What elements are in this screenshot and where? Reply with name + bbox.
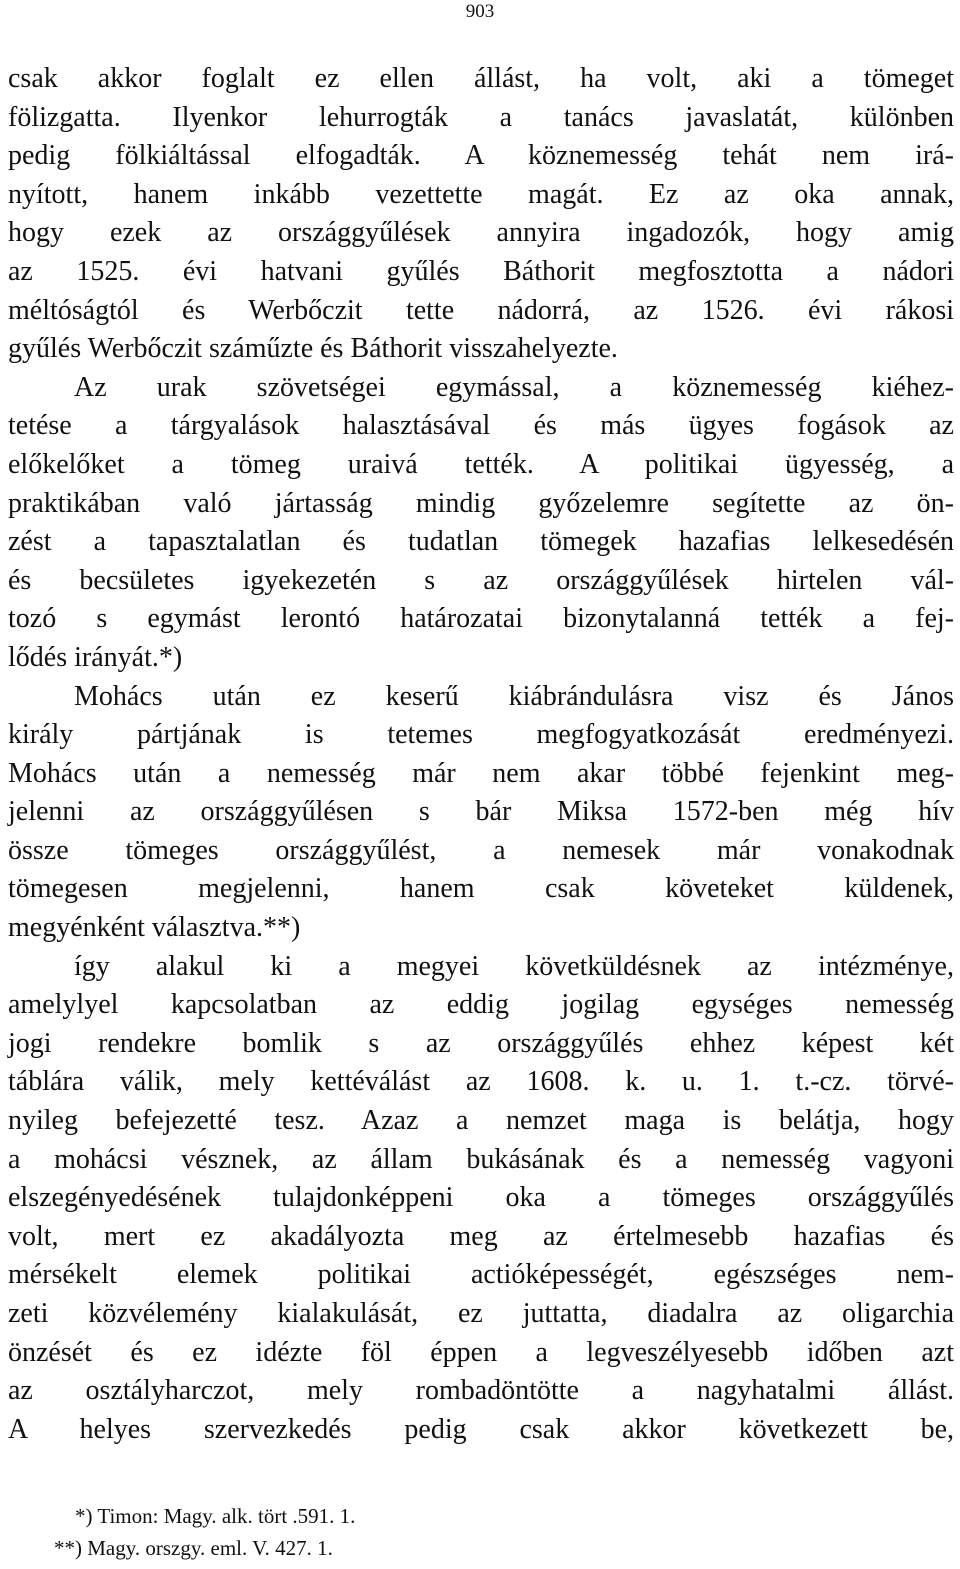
text-line: össze tömeges országgyűlést, a nemesek már vonakodnak	[8, 834, 954, 866]
text-line: Az urak szövetségei egymással, a köznemesség kiéhez-	[74, 371, 954, 403]
text-line: önzését és ez idézte föl éppen a legveszélyesebb időben azt	[8, 1336, 954, 1368]
page-number: 903	[465, 1, 495, 22]
footnote: **) Magy. orszgy. eml. V. 427. 1.	[54, 1536, 333, 1560]
text-line: volt, mert ez akadályozta meg az értelmesebb hazafias és	[8, 1220, 954, 1252]
text-line: pedig fölkiáltással elfogadták. A köznemesség tehát nem irá-	[8, 140, 954, 172]
text-line: tetése a tárgyalások halasztásával és más ügyes fogások az	[8, 410, 954, 442]
text-line: nyileg befejezetté tesz. Azaz a nemzet maga is belátja, hogy	[8, 1105, 954, 1137]
text-line: mérsékelt elemek politikai actióképességét, egészséges nem-	[8, 1259, 954, 1291]
text-line: jogi rendekre bomlik s az országgyűlés ehhez képest két	[8, 1027, 954, 1059]
body-text	[8, 60, 954, 1449]
text-line: tozó s egymást lerontó határozatai bizonytalanná tették a fej-	[8, 603, 954, 635]
text-line: az 1525. évi hatvani gyűlés Báthorit megfosztotta a nádori	[8, 255, 954, 287]
text-line: az osztályharczot, mely rombadöntötte a nagyhatalmi állást.	[8, 1375, 954, 1407]
text-line: lődés irányát.*)	[8, 641, 183, 673]
text-line: elszegényedésének tulajdonképpeni oka a tömeges országgyűlés	[8, 1182, 954, 1214]
text-line: praktikában való jártasság mindig győzelemre segítette az ön-	[8, 487, 954, 519]
text-line: méltóságtól és Werbőczit tette nádorrá, az 1526. évi rákosi	[8, 294, 954, 326]
text-line: tömegesen megjelenni, hanem csak követeket küldenek,	[8, 873, 954, 905]
text-line: zeti közvélemény kialakulását, ez juttatta, diadalra az oligarchia	[8, 1298, 954, 1329]
text-line: gyűlés Werbőczit száműzte és Báthorit visszahelyezte.	[8, 333, 618, 365]
text-line: Mohács után ez keserű kiábrándulásra visz és János	[74, 680, 954, 712]
text-line: hogy ezek az országgyűlések annyira ingadozók, hogy amig	[8, 217, 954, 249]
text-line: amelylyel kapcsolatban az eddig jogilag egységes nemesség	[8, 989, 954, 1021]
text-line: zést a tapasztalatlan és tudatlan tömegek hazafias lelkesedésén	[8, 526, 954, 558]
text-line: táblára válik, mely kettéválást az 1608. k. u. 1. t.-cz. törvé-	[8, 1066, 954, 1098]
text-line: így alakul ki a megyei követküldésnek az intézménye,	[74, 950, 954, 982]
text-line: előkelőket a tömeg uraivá tették. A politikai ügyesség, a	[8, 448, 954, 480]
text-line: fölizgatta. Ilyenkor lehurrogták a tanács javaslatát, különben	[8, 101, 954, 133]
footnote: *) Timon: Magy. alk. tört .591. 1.	[75, 1504, 356, 1528]
text-line: jelenni az országgyűlésen s bár Miksa 1572-ben még hív	[8, 796, 954, 828]
text-line: megyénként választva.**)	[8, 912, 301, 944]
text-line: A helyes szervezkedés pedig csak akkor következett be,	[8, 1413, 954, 1445]
text-line: a mohácsi vésznek, az állam bukásának és a nemesség vagyoni	[8, 1143, 954, 1175]
footnotes	[0, 1500, 960, 1564]
text-line: nyított, hanem inkább vezettette magát. Ez az oka annak,	[8, 178, 954, 210]
text-line: csak akkor foglalt ez ellen állást, ha volt, aki a tömeget	[8, 63, 954, 94]
text-line: király pártjának is tetemes megfogyatkozását eredményezi.	[8, 719, 954, 751]
text-line: és becsületes igyekezetén s az országgyűlések hirtelen vál-	[8, 564, 954, 596]
text-line: Mohács után a nemesség már nem akar többé fejenkint meg-	[8, 757, 954, 789]
